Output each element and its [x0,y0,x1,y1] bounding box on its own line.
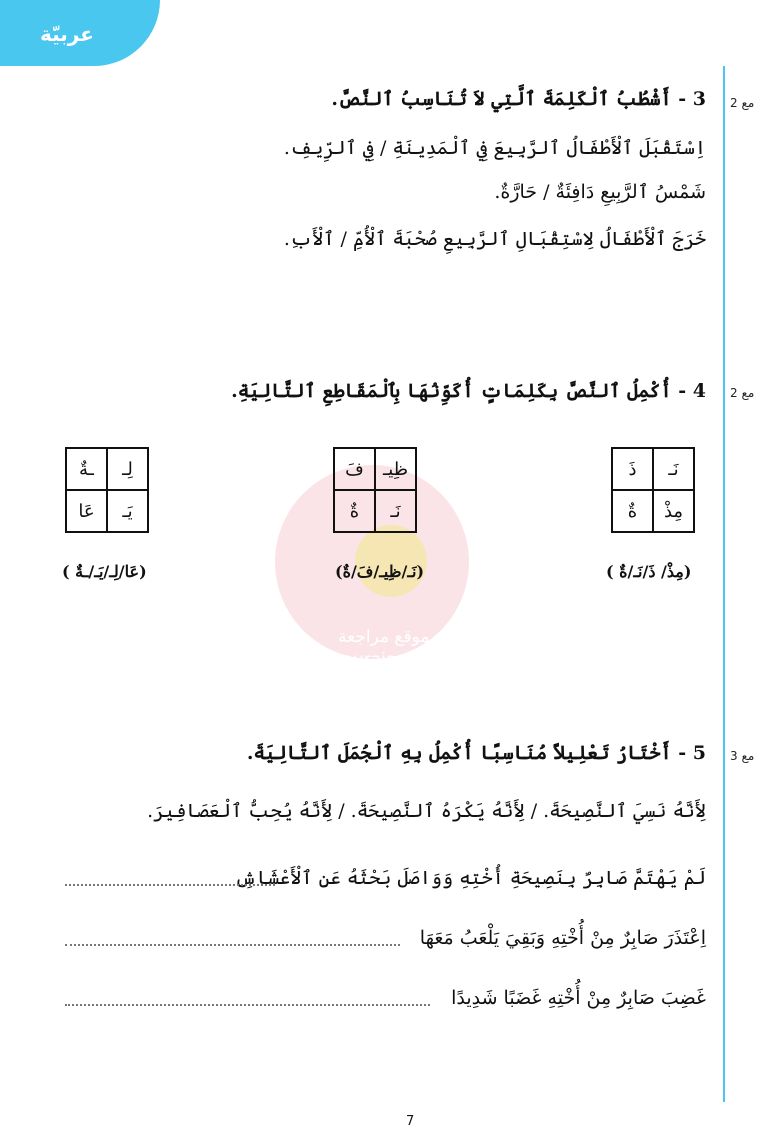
syllable-grid-3 [65,447,149,533]
q5-options: لِأَنَّهُ نَسِيَ ٱلنَّصِيحَةَ. / لِأَنَّهُ يَكْرَهُ ٱلنَّصِيحَةَ. / لِأَنَّهُ يُحِبُّ ٱلْعَصَافِيرَ. [147,800,706,822]
watermark-url-text: mourajaa.com [326,650,449,670]
answer-line-3[interactable] [65,1004,430,1006]
q3-title: 3 - أَشْطُبُ ٱلْكَلِمَةَ ٱلَّتِي لاَ تُنَاسِبُ ٱلنَّصَّ. [331,88,706,110]
syllable-cell: نَـ [653,448,694,490]
q5-sentence-1: لَمْ يَهْتَمَّ صَابِرٌ بِنَصِيحَةِ أُخْتِهِ وَوَاصَلَ بَحْثَهُ عَنِ ٱلْأَعْشَاشِ [234,867,706,889]
syllable-cell: ةٌ [612,490,653,532]
syllable-cell: ةٌ [334,490,375,532]
q3-line-3[interactable]: خَرَجَ ٱلْأَطْفَالُ لِاسْتِقْبَالِ ٱلرَّبِيعِ صُحْبَةَ ٱلْأُمِّ / ٱلْأَبِ. [283,228,706,250]
q3-line-1[interactable]: اِسْتَقْبَلَ ٱلْأَطْفَالُ ٱلرَّبِيعَ فِي ٱلْمَدِينَةِ / فِي ٱلرِّيفِ. [283,137,706,159]
criterion-label-q5: مع 3 [730,749,755,763]
syllable-cell: ذَ [612,448,653,490]
subject-label: عربيّة [40,22,94,46]
syllable-grid-1 [611,447,695,533]
q4-title: 4 - أُكْمِلُ ٱلنَّصَّ بِكَلِمَاتٍ أُكَوِّنُهَا بِٱلْمَقَاطِعِ ٱلتَّالِيَةِ. [231,380,706,402]
syllable-cell: مِذْ [653,490,694,532]
q5-title: 5 - أَخْتَارُ تَعْلِيلاً مُنَاسِبًا أُكْمِلُ بِهِ ٱلْجُمَلَ ٱلتَّالِيَةَ. [246,742,706,764]
grid-caption-1: (مِذْ/ ذَ/نَـ/ةٌ ) [606,562,692,581]
watermark-logo [355,525,427,597]
page-number: 7 [406,1114,415,1129]
grid-caption-2: (نَـ/ظِيـ/فَ/ةٌ) [335,562,425,581]
syllable-grid-2 [333,447,417,533]
syllable-cell: ظِيـ [375,448,416,490]
answer-line-1[interactable] [65,884,275,886]
syllable-cell: فَ [334,448,375,490]
margin-rule [723,66,725,1102]
q5-sentence-2: اِعْتَذَرَ صَابِرٌ مِنْ أُخْتِهِ وَبَقِيَ يَلْعَبُ مَعَهَا [419,927,706,949]
syllable-cell: يَـ [107,490,148,532]
criterion-label-q3: مع 2 [730,96,755,110]
syllable-cell: ـةٌ [66,448,107,490]
criterion-label-q4: مع 2 [730,386,755,400]
syllable-cell: عَا [66,490,107,532]
syllable-cell: نَـ [375,490,416,532]
q3-line-2[interactable]: شَمْسُ ٱلرَّبِيعِ دَافِئَةٌ / حَارَّةٌ. [494,181,706,203]
watermark-arabic-text: موقع مراجعة [338,627,430,647]
grid-caption-3: (عَا/لِـ/يَـ/ـةٌ ) [62,562,147,581]
q5-sentence-3: غَضِبَ صَابِرٌ مِنْ أُخْتِهِ غَضَبًا شَدِيدًا [451,987,706,1009]
answer-line-2[interactable] [65,944,400,946]
syllable-cell: لِـ [107,448,148,490]
